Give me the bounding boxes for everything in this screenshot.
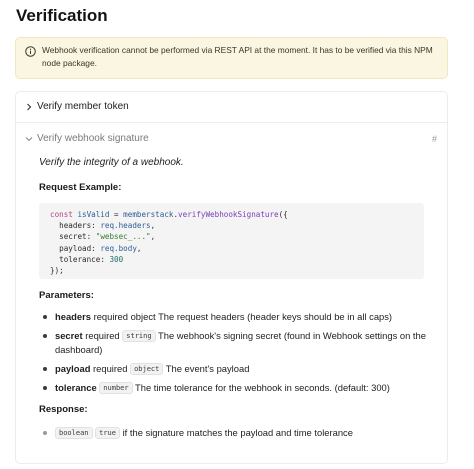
bullet <box>43 386 47 390</box>
param-description: The webhook's signing secret (found in Webhook settings on the dashboard) <box>55 330 426 355</box>
chevron-down-icon <box>25 135 33 143</box>
code-value: req.headers <box>100 221 151 231</box>
code-block: const isValid = memberstack.verifyWebhookSignature({ headers: req.headers, secret: "websec_...", payload: req.body, tolerance: 300 }); <box>39 203 424 279</box>
accordion-label: Verify member token <box>37 101 129 112</box>
chevron-right-icon <box>25 103 33 111</box>
section-intro: Verify the integrity of a webhook. <box>39 157 184 168</box>
param-description: The time tolerance for the webhook in seconds. (default: 300) <box>135 382 390 393</box>
list-item <box>39 381 439 395</box>
response-type-chip: boolean <box>55 427 93 439</box>
list-item <box>39 362 439 376</box>
code-key: tolerance <box>59 254 101 264</box>
bullet <box>43 315 47 319</box>
code-key: headers <box>59 221 92 231</box>
response-description: if the signature matches the payload and time tolerance <box>122 427 353 438</box>
code-punct: ({ <box>278 210 288 219</box>
page-title: Verification <box>16 6 108 25</box>
code-key: payload <box>59 243 92 253</box>
param-required: required <box>93 311 128 322</box>
param-name: secret <box>55 330 83 341</box>
accordion <box>15 91 448 464</box>
code-key: secret <box>59 232 87 242</box>
code-operator: = <box>109 210 124 219</box>
request-example-label: Request Example: <box>39 182 122 193</box>
accordion-label: Verify webhook signature <box>37 133 149 144</box>
callout-text: Webhook verification cannot be performed via REST API at the moment. It has to be verified via this NPM node package. <box>42 45 433 68</box>
code-keyword: const <box>50 210 73 219</box>
code-punct: }); <box>50 266 64 276</box>
param-type: object <box>130 311 156 322</box>
info-circle-icon <box>25 46 36 57</box>
response-value-chip: true <box>95 427 120 439</box>
list-item <box>39 310 439 324</box>
code-value: req.body <box>100 243 137 253</box>
param-type-chip: number <box>99 382 132 394</box>
param-required: required <box>93 363 128 374</box>
param-type-chip: string <box>122 330 155 342</box>
code-string: "websec_..." <box>95 232 151 242</box>
param-description: The event's payload <box>165 363 250 374</box>
bullet <box>43 334 47 338</box>
code-number: 300 <box>109 254 124 264</box>
param-name: headers <box>55 311 91 322</box>
accordion-header-verify-webhook-signature[interactable] <box>16 124 447 155</box>
param-name: tolerance <box>55 382 97 393</box>
param-name: payload <box>55 363 91 374</box>
list-item <box>39 329 439 357</box>
list-item <box>39 426 439 440</box>
code-function: verifyWebhookSignature <box>178 210 279 219</box>
parameters-label: Parameters: <box>39 290 94 301</box>
code-object: memberstack <box>123 210 174 219</box>
info-callout <box>15 37 448 79</box>
code-variable: isValid <box>77 210 110 219</box>
response-label: Response: <box>39 404 88 415</box>
param-type-chip: object <box>130 363 163 375</box>
bullet <box>43 367 47 371</box>
code-punct: . <box>173 210 179 219</box>
anchor-link[interactable]: # <box>431 134 437 144</box>
bullet <box>43 431 47 435</box>
param-description: The request headers (header keys should be in all caps) <box>158 311 393 322</box>
param-required: required <box>85 330 120 341</box>
accordion-header-verify-member-token[interactable] <box>16 92 447 123</box>
